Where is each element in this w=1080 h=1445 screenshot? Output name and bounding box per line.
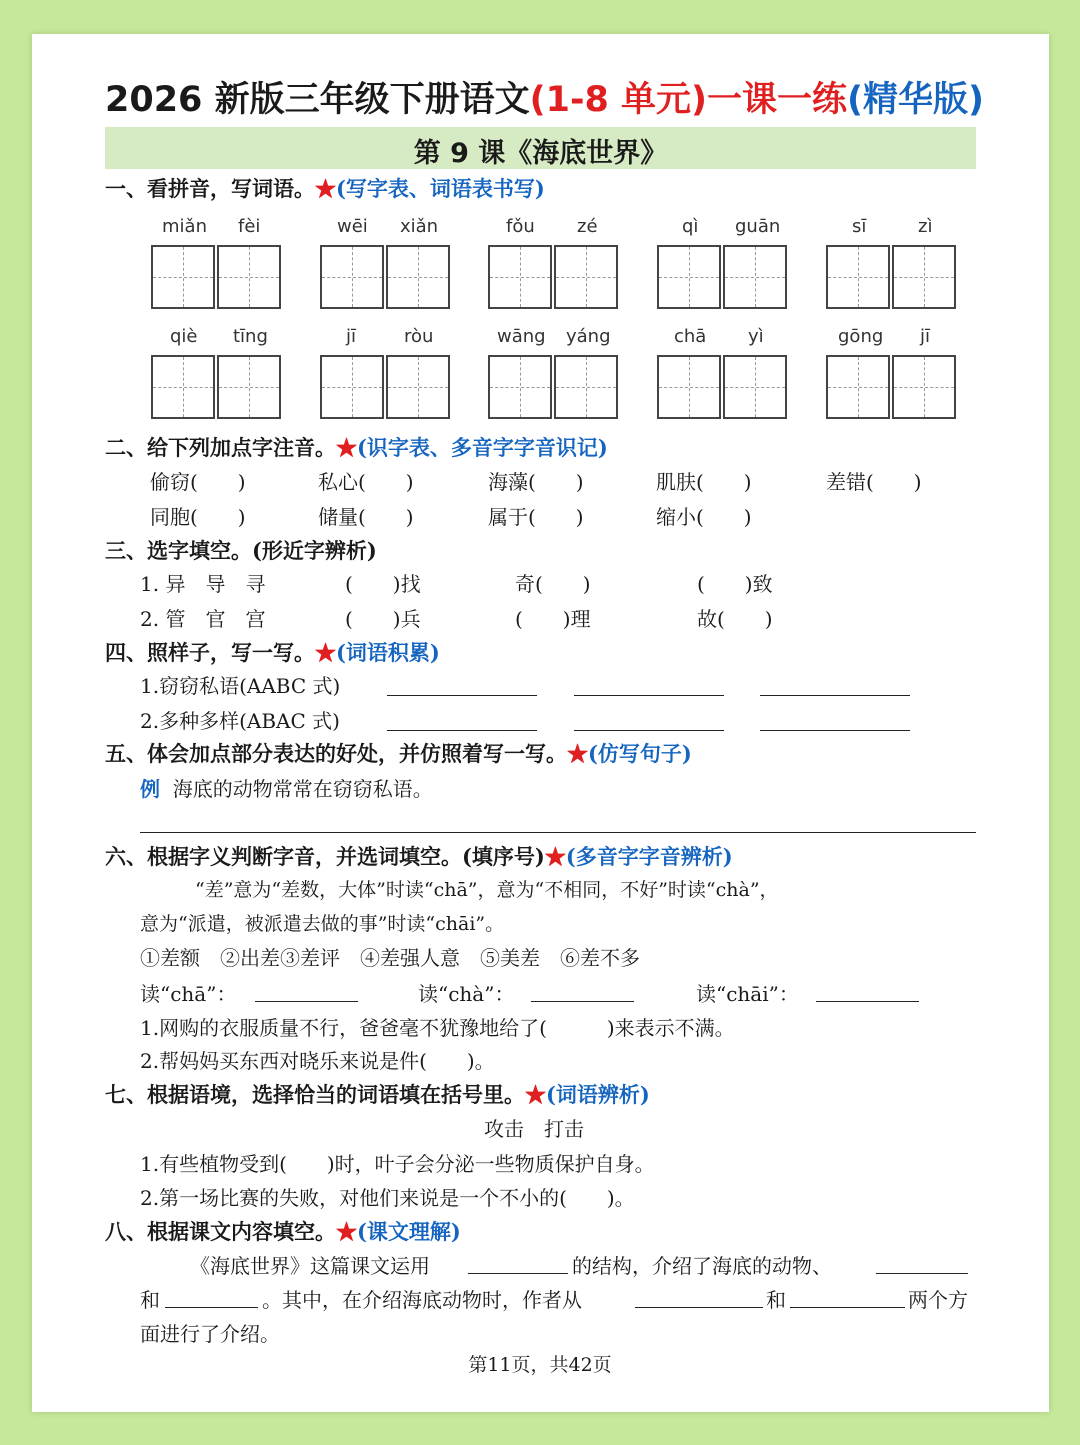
char-blank[interactable]: ( )找 (345, 572, 421, 596)
writing-grid[interactable] (723, 245, 787, 309)
char-blank[interactable]: 奇( ) (515, 572, 591, 596)
star-icon: ★ (544, 844, 566, 869)
phonetic-item[interactable]: 偷窃( ) (150, 470, 246, 494)
phonetic-item[interactable]: 肌肤( ) (656, 470, 752, 494)
page-number: 第11页，共42页 (468, 1354, 612, 1376)
answer-line[interactable] (760, 695, 910, 696)
writing-grid[interactable] (217, 355, 281, 419)
answer-line[interactable] (760, 730, 910, 731)
pinyin: zé (577, 216, 598, 237)
pinyin: fǒu (506, 216, 535, 237)
definition-text: 意为“派遣，被派遣去做的事”时读“chāi”。 (140, 913, 505, 935)
fill-text: 《海底世界》这篇课文运用 (190, 1254, 430, 1278)
pinyin: wāng (497, 326, 546, 347)
section-8-heading: 八、根据课文内容填空。★(课文理解) (105, 1219, 461, 1244)
writing-grid[interactable] (386, 355, 450, 419)
char-blank[interactable]: ( )理 (515, 607, 591, 631)
star-icon: ★ (336, 435, 357, 460)
pinyin: miǎn (162, 216, 207, 237)
pinyin: wēi (337, 216, 368, 237)
pattern-item: 2.多种多样(ABAC 式) (140, 709, 340, 733)
pinyin: chā (674, 326, 707, 347)
page-title (105, 72, 984, 122)
pattern-item: 1.窃窃私语(AABC 式) (140, 674, 341, 698)
title-prefix: 2026 新版三年级下册语文 (105, 80, 530, 120)
title-units: (1-8 单元)一课一练 (529, 80, 848, 120)
char-blank[interactable]: 故( ) (697, 607, 773, 631)
answer-line[interactable] (165, 1307, 258, 1308)
example-text: 海底的动物常常在窃窃私语。 (172, 777, 433, 801)
pinyin: guān (735, 216, 781, 237)
pinyin: fèi (238, 216, 261, 237)
writing-grid[interactable] (892, 245, 956, 309)
pinyin: xiǎn (400, 216, 439, 237)
phonetic-item[interactable]: 同胞( ) (150, 505, 246, 529)
char-choice-label: 2. 管 官 宫 (140, 607, 266, 631)
section-5-heading: 五、体会加点部分表达的好处，并仿照着写一写。★(仿写句子) (105, 741, 692, 766)
pinyin: jī (920, 326, 931, 347)
answer-line[interactable] (387, 695, 537, 696)
section-1-heading: 一、看拼音，写词语。★(写字表、词语表书写) (105, 176, 545, 201)
fill-text: 面进行了介绍。 (140, 1322, 280, 1346)
writing-grid[interactable] (657, 245, 721, 309)
pinyin: gōng (838, 326, 884, 347)
answer-line[interactable] (387, 730, 537, 731)
star-icon: ★ (336, 1219, 357, 1244)
question[interactable]: 1.有些植物受到( )时，叶子会分泌一些物质保护自身。 (140, 1152, 655, 1176)
section-3-heading: 三、选字填空。(形近字辨析) (105, 538, 377, 563)
answer-line[interactable] (468, 1273, 568, 1274)
answer-line[interactable] (574, 695, 724, 696)
writing-grid[interactable] (488, 245, 552, 309)
char-blank[interactable]: ( )兵 (345, 607, 421, 631)
fill-text: 和 (140, 1288, 160, 1312)
pinyin: yáng (566, 326, 611, 347)
answer-line[interactable] (140, 832, 976, 833)
writing-grid[interactable] (826, 355, 890, 419)
pinyin: qì (682, 216, 699, 237)
answer-line[interactable] (816, 1001, 919, 1002)
phonetic-item[interactable]: 缩小( ) (656, 505, 752, 529)
section-2-heading: 二、给下列加点字注音。★(识字表、多音字字音识记) (105, 435, 608, 460)
star-icon: ★ (315, 176, 336, 201)
phonetic-item[interactable]: 储量( ) (318, 505, 414, 529)
section-6-heading: 六、根据字义判断字音，并选词填空。(填序号)★(多音字字音辨析) (105, 844, 733, 869)
section-7-heading: 七、根据语境，选择恰当的词语填在括号里。★(词语辨析) (105, 1082, 650, 1107)
writing-grid[interactable] (657, 355, 721, 419)
reading-label: 读“chā”： (140, 982, 237, 1006)
phonetic-item[interactable]: 属于( ) (488, 505, 584, 529)
fill-text: 两个方 (908, 1288, 968, 1312)
fill-text: 的结构，介绍了海底的动物、 (572, 1254, 832, 1278)
writing-grid[interactable] (892, 355, 956, 419)
pinyin: sī (852, 216, 867, 237)
answer-line[interactable] (574, 730, 724, 731)
pinyin: yì (748, 326, 764, 347)
char-choice-label: 1. 异 导 寻 (140, 572, 266, 596)
star-icon: ★ (315, 640, 336, 665)
answer-line[interactable] (876, 1273, 968, 1274)
writing-grid[interactable] (320, 355, 384, 419)
example-label: 例 (140, 777, 160, 801)
example-line (140, 773, 433, 802)
writing-grid[interactable] (217, 245, 281, 309)
definition-text: “差”意为“差数，大体”时读“chā”，意为“不相同，不好”时读“chà”， (195, 879, 779, 901)
phonetic-item[interactable]: 差错( ) (826, 470, 922, 494)
question[interactable]: 1.网购的衣服质量不行，爸爸毫不犹豫地给了( )来表示不满。 (140, 1016, 735, 1040)
writing-grid[interactable] (151, 355, 215, 419)
answer-line[interactable] (531, 1001, 634, 1002)
pinyin: tīng (233, 326, 268, 347)
reading-label: 读“chà”： (418, 982, 515, 1006)
writing-grid[interactable] (826, 245, 890, 309)
phonetic-item[interactable]: 私心( ) (318, 470, 414, 494)
star-icon: ★ (567, 741, 588, 766)
fill-text: 和 (766, 1288, 786, 1312)
pinyin: jī (346, 326, 357, 347)
pinyin: ròu (404, 326, 434, 347)
lesson-title: 第 9 课《海底世界》 (413, 138, 668, 169)
answer-line[interactable] (255, 1001, 358, 1002)
question[interactable]: 2.第一场比赛的失败，对他们来说是一个不小的( )。 (140, 1186, 635, 1210)
pinyin: qiè (170, 326, 198, 347)
char-blank[interactable]: ( )致 (697, 572, 773, 596)
word-options: ①差额 ②出差③差评 ④差强人意 ⑤美差 ⑥差不多 (140, 946, 640, 970)
lesson-bar (105, 127, 976, 169)
section-4-heading: 四、照样子，写一写。★(词语积累) (105, 640, 440, 665)
writing-grid[interactable] (151, 245, 215, 309)
phonetic-item[interactable]: 海藻( ) (488, 470, 584, 494)
writing-grid[interactable] (320, 245, 384, 309)
reading-label: 读“chāi”： (696, 982, 799, 1006)
word-choices: 攻击 打击 (484, 1117, 584, 1141)
fill-text: 。其中，在介绍海底动物时，作者从 (262, 1288, 582, 1312)
answer-line[interactable] (790, 1307, 905, 1308)
writing-grid[interactable] (488, 355, 552, 419)
title-edition: (精华版) (847, 80, 985, 120)
writing-grid[interactable] (386, 245, 450, 309)
writing-grid[interactable] (723, 355, 787, 419)
star-icon: ★ (525, 1082, 546, 1107)
pinyin: zì (918, 216, 933, 237)
writing-grid[interactable] (554, 245, 618, 309)
answer-line[interactable] (635, 1307, 763, 1308)
question[interactable]: 2.帮妈妈买东西对晓乐来说是件( )。 (140, 1049, 495, 1073)
writing-grid[interactable] (554, 355, 618, 419)
